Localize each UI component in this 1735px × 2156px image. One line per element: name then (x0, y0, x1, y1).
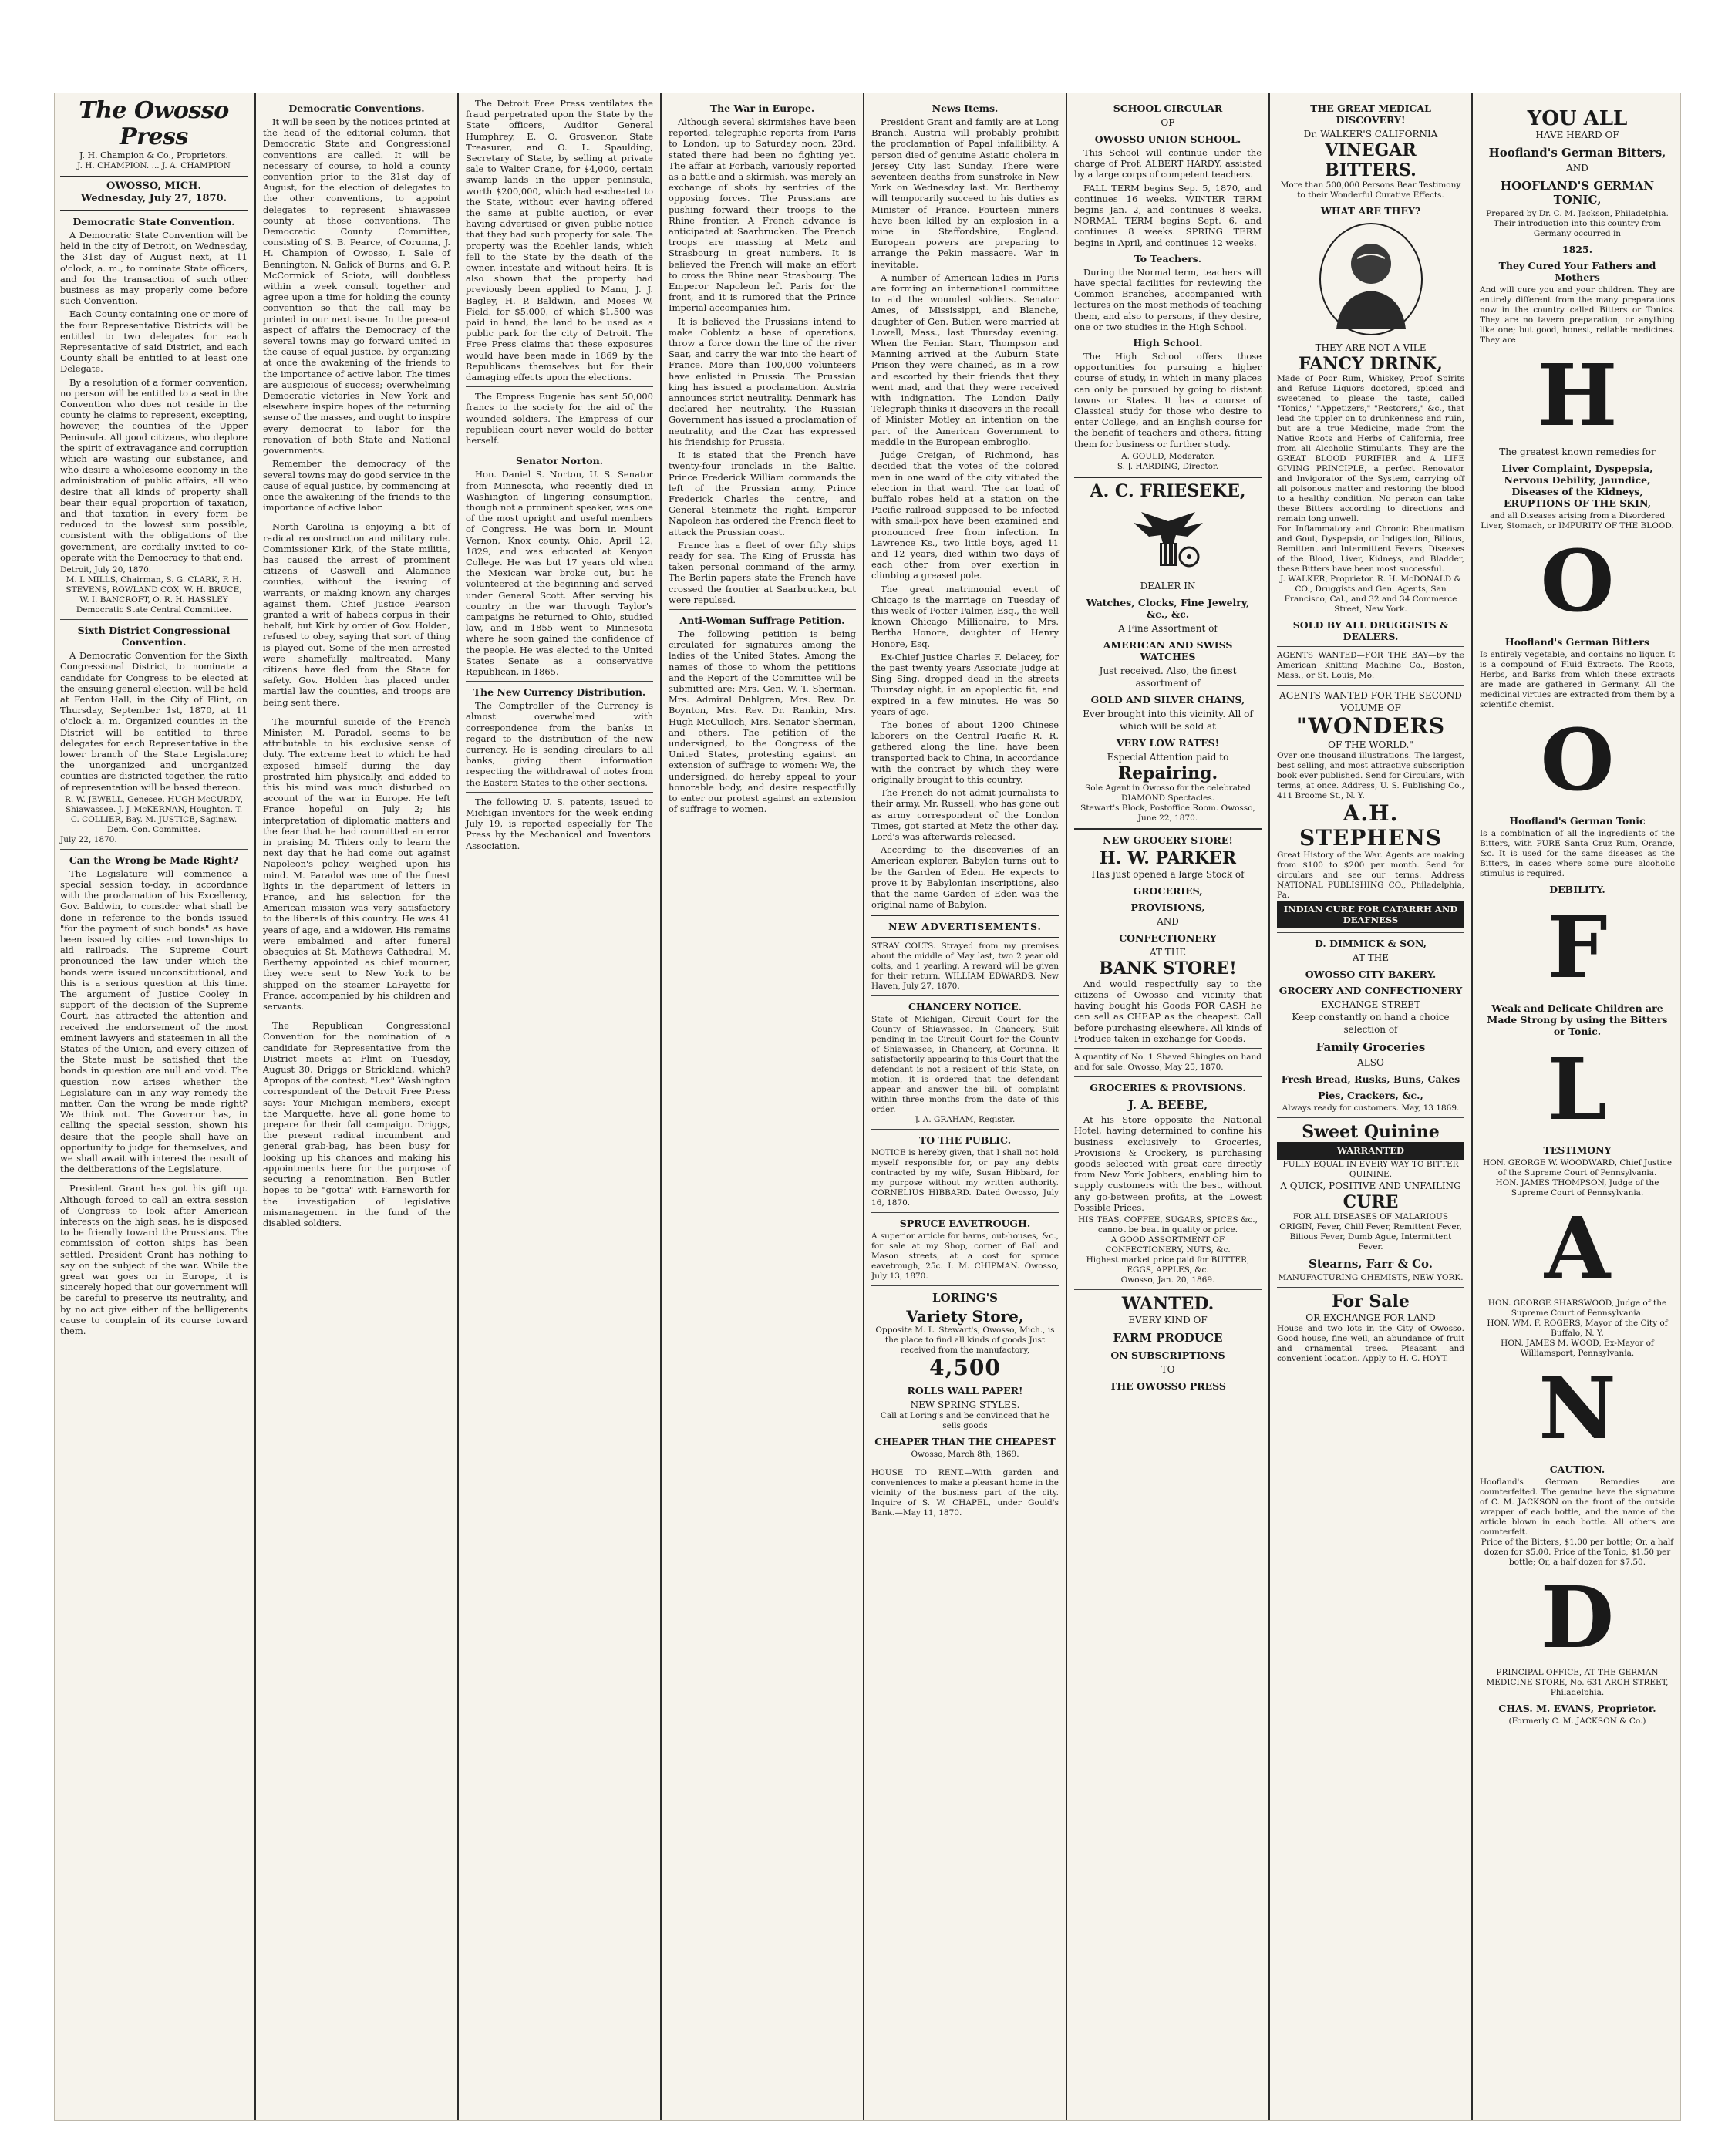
column-rule (1066, 93, 1067, 2120)
ad-hoofland-tonic: HOOFLAND'S GERMAN TONIC, (1500, 179, 1655, 207)
heading-public: TO THE PUBLIC. (918, 1134, 1012, 1147)
heading-teachers: To Teachers. (1134, 252, 1202, 264)
column-8 (1474, 93, 1680, 2120)
ad-grocery-confect: GROCERY AND CONFECTIONERY (1279, 985, 1463, 997)
article-paragraph: It is stated that the French have twenty-four ironclads in the Baltic. Prince Frederick William commands the left of the Prussian army, Prince Frederick Charles the centre, and General Steinmetz the right. Emperor Napoleon has ordered the French fleet to attack the Prussian coast. (669, 450, 856, 537)
heading-democratic-conventions: Democratic Conventions. (288, 103, 425, 114)
ad-lorings-call: Call at Loring's and be convinced that he sells goods (880, 1411, 1050, 1431)
article-paragraph: It will be seen by the notices printed at the head of the editorial column, that Democratic State and Congressional conventions are called. It will be necessary of course, to hold a county convention prior to the 31st day of August, for the election of delegates to the other conventions, to appoint delegates to represent Shiawassee county at those conventions. The Democratic County Committee, consisting of S. B. Pearce, of Corunna, J. H. Champion of Owosso, I. Sale of Bennington, N. Galick of Burns, and G. P. McCormick of Sciota, will doubtless within a week consult together and agree upon a time for holding the county convention so that the call may be printed in our next issue. In the present aspect of affairs the Democracy of the several towns may go forward united in the cause of equal justice, by organizing at once the awakening of the friends to the importance of active labor. The times are auspicious of success; overwhelming Democratic victories in New York and elsewhere inspire hopes of the returning sense of the masses, and ought to inspire every democrat to labor for the renovation of both State and National governments. (263, 116, 450, 456)
ad-to: TO (1161, 1363, 1175, 1375)
ad-at-the: AT THE (1149, 946, 1187, 958)
school-circular-of: OF (1161, 117, 1175, 128)
ad-discovery: THE GREAT MEDICAL DISCOVERY! (1310, 103, 1431, 126)
divider (466, 681, 653, 682)
ad-lorings-cheap: CHEAPER THAN THE CHEAPEST (874, 1436, 1056, 1448)
article-paragraph: North Carolina is enjoying a bit of radical reconstruction and military rule. Commissioner Kirk, of the State militia, has caused the arrest of prominent citizens of Caswell and Alamance counties, without the issuing of warrants, or making known any charges against them. Chief Justice Pearson granted a writ of habeas corpus in their behalf, but Kirk by order of Gov. Holden, refused to obey, saying that sort of thing is played out. Some of the men arrested were shamefully maltreated. Many citizens have fled from the State for safety. Gov. Holden has placed under martial law the counties, and troops are being sent there. (263, 521, 450, 708)
ad-family-groceries: Family Groceries (1316, 1040, 1426, 1055)
ad-bank-store: BANK STORE! (1099, 958, 1237, 979)
ad-testimony-thompson: HON. JAMES THOMPSON, Judge of the Supreme Court of Pennsylvania. (1495, 1178, 1659, 1198)
column-rule (863, 93, 864, 2120)
ad-confectionery: CONFECTIONERY (1119, 931, 1217, 944)
ad-beebe-body: At his Store opposite the National Hotel, having determined to confine his business exclusively to Groceries, Provisions & Crockery, is purchasing goods selected with great care directly from New York Jobbers, enabling him to supply customers with the best, without any go-between profits, at the Lowest Possible Prices. (1074, 1114, 1262, 1213)
ad-fancy-drink: FANCY DRINK, (1299, 354, 1443, 374)
ad-bitters-body: Made of Poor Rum, Whiskey, Proof Spirits and Refuse Liquors doctored, spiced and sweetened to please the taste, called "Tonics," "Appetizers," "Restorers," &c., that lead the tippler on to drunkenness and ruin, but are a true Medicine, made from the Native Roots and Herbs of California, free from all Alcoholic Stimulants. They are the GREAT BLOOD PURIFIER and A LIFE GIVING PRINCIPLE, a perfect Renovator and Invigorator of the System, carrying off all poisonous matter and restoring the blood to a healthy condition. No person can take these Bitters according to directions and remain long unwell. (1277, 374, 1464, 524)
ad-sweet-quinine: Sweet Quinine (1302, 1122, 1440, 1143)
ad-cured-body: And will cure you and your children. They are entirely different from the many preparations now in the country called Bitters or Tonics. They are no tavern preparation, or anything like one; but good, honest, reliable medicines. They are (1480, 285, 1675, 345)
ad-lorings-rolls: ROLLS WALL PAPER! (907, 1385, 1023, 1397)
divider (466, 792, 653, 793)
article-paragraph: This School will continue under the charge of Prof. ALBERT HARDY, assisted by a large corps of competent teachers. (1074, 147, 1262, 180)
ad-farm-produce: FARM PRODUCE (1113, 1330, 1223, 1345)
divider (871, 937, 1059, 938)
article-paragraph: Hon. Daniel S. Norton, U. S. Senator from Minnesota, who recently died in Washington of lingering consumption, though not a prominent speaker, was one of the most upright and useful members of Congress. He was born in Mount Vernon, Knox county, Ohio, April 12, 1829, and was educated at Kenyon College. He was but 17 years old when the Mexican war broke out, but he volunteered at the beginning and served under General Scott. After serving his country in the war through Taylor's campaigns he returned to Ohio, studied law, and in 1855 went to Minnesota where he soon gained the confidence of the people. He was elected to the United States Senate as a conservative Republican, in 1865. (466, 469, 653, 677)
ad-year: 1825. (1562, 244, 1593, 255)
ad-agents: AGENTS WANTED—FOR THE BAY—by the American Knitting Machine Co., Boston, Mass., or St. Louis, Mo. (1277, 651, 1464, 680)
ad-lorings-number: 4,500 (929, 1355, 1001, 1381)
masthead-title: The Owosso Press (79, 97, 229, 150)
ad-stephens-body: Great History of the War. Agents are making from $100 to $200 per month. Send for circulars and see our terms. Address NATIONAL PUBLISHING CO., Philadelphia, Pa. (1277, 851, 1464, 900)
ad-location: Stewart's Block, Postoffice Room. Owosso, June 22, 1870. (1080, 803, 1255, 823)
ad-agents-wanted: AGENTS WANTED FOR THE SECOND VOLUME OF (1279, 690, 1462, 713)
school-circular-title: SCHOOL CIRCULAR (1113, 103, 1223, 114)
ad-fully-equal: FULLY EQUAL IN EVERY WAY TO BITTER QUININE. (1282, 1159, 1459, 1179)
ad-cure: CURE (1343, 1191, 1399, 1212)
ad-confect: A GOOD ASSORTMENT OF CONFECTIONERY, NUTS, &c. (1105, 1235, 1231, 1255)
ad-letter-f: F (1547, 898, 1608, 997)
divider (1074, 1289, 1262, 1290)
ad-formerly: (Formerly C. M. JACKSON & Co.) (1508, 1716, 1646, 1726)
ad-fresh-bread: Fresh Bread, Rusks, Buns, Cakes (1281, 1073, 1460, 1086)
divider (1277, 932, 1464, 933)
portrait-image (1317, 221, 1425, 337)
heading-high-school: High School. (1133, 337, 1203, 349)
ad-letter-n: N (1538, 1359, 1616, 1458)
ad-beebe-name: J. A. BEEBE, (1127, 1098, 1208, 1113)
divider (1074, 1076, 1262, 1077)
masthead-date: Wednesday, July 27, 1870. (80, 193, 227, 204)
heading-chancery: CHANCERY NOTICE. (908, 1001, 1022, 1013)
ad-stephens: A.H. STEPHENS (1299, 800, 1443, 851)
ad-parker-body: And would respectfully say to the citizens of Owosso and vicinity that having bought his Goods FOR CASH he can sell as CHEAP as the cheapest. Call before purchasing elsewhere. All kinds of Produce taken in exchange for Goods. (1074, 978, 1262, 1044)
article-paragraph: Ex-Chief Justice Charles F. Delacey, for the past twenty years Associate Judge at Sing Sing, dropped dead in the streets Thursday night, in an apoplectic fit, and expired in a few minutes. He was 50 years of age. (871, 651, 1059, 717)
heading-news-items: News Items. (932, 103, 999, 114)
article-paragraph: The High School offers those opportunities for pursuing a higher course of study, in which in many places can only be pursued by going to distant towns or States. It has a course of Classical study for those who desire to enter College, and an English course for the benefit of teachers and others, fitting them for business or further study. (1074, 351, 1262, 450)
ad-letter-l: L (1547, 1039, 1608, 1139)
ad-cured: They Cured Your Fathers and Mothers (1498, 260, 1656, 283)
article-paragraph: President Grant and family are at Long Branch. Austria will probably prohibit the proclamation of Papal infallibility. A person died of genuine Asiatic cholera in Jersey City last Sunday. There were seventeen deaths from sunstroke in New York on Wednesday last. Mr. Berthemy will temporarily succeed to his duties as Minister of France. Fourteen miners have been killed by an explosion in a mine in Staffordshire, England. European powers are preparing to arrange the Pekin massacre. War in inevitable. (871, 116, 1059, 270)
ad-testimony-sharswood: HON. GEORGE SHARSWOOD, Judge of the Supreme Court of Pennsylvania. (1487, 1299, 1667, 1318)
divider (1074, 828, 1262, 830)
ad-attention: Especial Attention paid to (1107, 751, 1229, 763)
ad-exchange-st: EXCHANGE STREET (1321, 999, 1420, 1011)
ad-sold-by: SOLD BY ALL DRUGGISTS & DEALERS. (1292, 619, 1449, 642)
ad-warranted: WARRANTED (1277, 1142, 1464, 1159)
article-paragraph: It is believed the Prussians intend to make Coblentz a base of operations, throw a force down the line of the river Saar, and carry the war into the heart of France. More than 100,000 volunteers have enlisted in Prussia. The Prussian king has issued a proclamation. Austria announces strict neutrality. Denmark has declared her neutrality. The Russian Government has issued a proclamation of neutrality, and the Czar has expressed his friendship for Prussia. (669, 315, 856, 447)
article-paragraph: The Empress Eugenie has sent 50,000 francs to the society for the aid of the wounded soldiers. The Empress of our republican court never would do better herself. (466, 391, 653, 446)
ad-prepared: Prepared by Dr. C. M. Jackson, Philadelphia. Their introduction into this country from Germany occurred in (1486, 209, 1669, 238)
ad-indian-cure: INDIAN CURE FOR CATARRH AND DEAFNESS (1277, 901, 1464, 928)
divider (466, 386, 653, 387)
ad-testimony-heading: TESTIMONY (1543, 1144, 1612, 1156)
dateline: Detroit, July 20, 1870. (60, 565, 152, 575)
ad-caution-body: Hoofland's German Remedies are counterfeited. The genuine have the signature of C. M. JACKSON on the front of the outside wrapper of each bottle, and the name of the article blown in each bottle. All others are counterfeit. (1480, 1477, 1675, 1537)
ad-assortment: A Fine Assortment of (1118, 622, 1218, 634)
ad-lorings-date: Owosso, March 8th, 1869. (911, 1450, 1019, 1460)
ad-not-vile: THEY ARE NOT A VILE (1315, 342, 1427, 353)
ad-parker-name: H. W. PARKER (1099, 847, 1237, 868)
ad-letter-d: D (1540, 1568, 1615, 1667)
article-paragraph: FALL TERM begins Sep. 5, 1870, and continues 16 weeks. WINTER TERM begins Jan. 2, and continues 8 weeks. NORMAL TERM begins Sept. 6, and continues 8 weeks. SPRING TERM begins in April, and continues 12 weeks. (1074, 182, 1262, 248)
article-paragraph: The Legislature will commence a special session to-day, in accordance with the proclamation of his Excellency, Gov. Baldwin, to consider what shall be done in reference to the bonds issued "for the payment of such bonds" as have been issued by cities and townships to aid railroads. The Supreme Court pronounced the law under which the bonds were issued unconstitutional, and this is a serious question at this time. The argument of Justice Cooley in support of the decision of the Supreme Court, has attracted the attention and received the endorsement of the most eminent lawyers and statesmen in all the States of the Union, and every citizen of the State must be satisfied that the bonds in question are null and void. The question now arises whether the Legislature can in any way remedy the matter. Can the wrong be made right? We think not. The Governor has, in calling the special session, shown his desire that the people shall have an opportunity to judge for themselves, and we shall await with interest the result of the deliberations of the Legislature. (60, 867, 248, 1175)
ad-wonders: "WONDERS (1295, 713, 1446, 739)
ad-provisions: PROVISIONS, (1130, 901, 1205, 913)
ad-testimony: More than 500,000 Persons Bear Testimony to their Wonderful Curative Effects. (1280, 180, 1461, 200)
ad-what-are-they: WHAT ARE THEY? (1320, 205, 1421, 217)
article-paragraph: Each County containing one or more of the four Representative Districts will be entitled to two delegates for each Representative of said District, and each County shall be entitled to at least one Delegate. (60, 308, 248, 375)
column-4 (663, 93, 861, 2120)
ad-wanted: WANTED. (1121, 1293, 1214, 1314)
ad-repairing: Repairing. (1117, 763, 1218, 783)
ad-owosso-press: THE OWOSSO PRESS (1110, 1380, 1226, 1392)
article-paragraph: The Republican Congressional Convention for the nomination of a candidate for Representative from the District meets at Flint on Tuesday, August 30. Driggs or Strickland, which? Apropos of the contest, "Lex" Washington correspondent of the Detroit Free Press says: Your Michigan members, except the Marquette, have all gone home to prepare for their fall campaign. Driggs, the present radical incumbent and general grab-bag, has been busy for looking up his chances and making his appointments here for the purpose of securing a renomination. Ben Butler hopes to be "gotta" with Farnsworth for the investigation of legislative mismanagement in the fund of the disabled soldiers. (263, 1020, 450, 1228)
heading-state-convention: Democratic State Convention. (72, 216, 235, 227)
ad-ever-brought: Ever brought into this vicinity. All of which will be sold at (1083, 708, 1253, 732)
article-paragraph: President Grant has got his gift up. Although forced to call an extra session of Congress to look after American interests on the high seas, he is disposed to be friendly toward the Prussians. The commission of cotton ships has been settled. President Grant has nothing to say on the subject of the war. While the great war goes on in Europe, it is sincerely hoped that our government will be careful to preserve its neutrality, and by no act give either of the belligerents cause to complain of its course toward them. (60, 1183, 248, 1337)
article-paragraph: During the Normal term, teachers will have special facilities for reviewing the Common Branches, accompanied with lectures on the most methods of teaching them, and also to persons, if they desire, one or two studies in the High School. (1074, 266, 1262, 332)
masthead-place: OWOSSO, MICH. (106, 180, 201, 192)
ad-and: AND (1566, 163, 1588, 173)
ad-and: AND (1157, 915, 1179, 927)
ad-wonders-body: Over one thousand illustrations. The largest, best selling, and most attractive subscription book ever published. Send for Circulars, with terms, at once. Address, U. S. Publishing Co., 411 Broome St., N. Y. (1277, 751, 1464, 800)
column-7 (1272, 93, 1470, 2120)
column-rule (1268, 93, 1270, 2120)
ad-at-the: AT THE (1352, 952, 1390, 964)
ad-highest-price: Highest market price paid for BUTTER, EGGS, APPLES, &c. (1086, 1255, 1250, 1275)
divider (60, 849, 248, 850)
divider (871, 1129, 1059, 1130)
ad-for-sale: For Sale (1332, 1291, 1410, 1312)
ad-lorings-new: NEW SPRING STYLES. (910, 1400, 1020, 1411)
article-paragraph: France has a fleet of over fifty ships ready for sea. The King of Prussia has taken personal command of the army. The Berlin papers state the French have crossed the frontier at Saarbrucken, but were repulsed. (669, 539, 856, 605)
divider (60, 176, 248, 177)
ad-new-grocery: NEW GROCERY STORE! (1103, 834, 1233, 846)
ad-bitters-desc: Is entirely vegetable, and contains no liquor. It is a compound of Fluid Extracts. The Roots, Herbs, and Barks from which these extracts are made are gathered in Germany. All the medicinal virtues are extracted from them by a scientific chemist. (1480, 650, 1675, 709)
ad-or-exchange: OR EXCHANGE FOR LAND (1305, 1312, 1436, 1323)
ad-keep: Keep constantly on hand a choice selection of (1292, 1012, 1450, 1036)
ad-bitters-body-2: For Inflammatory and Chronic Rheumatism and Gout, Dyspepsia, or Indigestion, Bilious, Remittent and Intermittent Fevers, Diseases of the Blood, Liver, Kidneys, and Bladder, these Bitters have been most successful. (1277, 524, 1464, 574)
divider (1277, 1117, 1464, 1118)
ad-vinegar-bitters: VINEGAR BITTERS. (1325, 140, 1417, 180)
ad-for-sale-body: House and two lots in the City of Owosso. Good house, fine well, an abundance of fruit and ornamental trees. Pleasant and convenient location. Apply to H. C. HOYT. (1277, 1323, 1464, 1363)
heading-congressional-convention: Sixth District Congressional Convention. (77, 625, 231, 648)
article-paragraph: The great matrimonial event of Chicago is the marriage on Tuesday of this week of Potter Palmer, Esq., the well known Chicago Millionaire, to Mrs. Bertha Honore, daughter of Henry Honore, Esq. (871, 583, 1059, 649)
ad-chancery: State of Michigan, Circuit Court for the County of Shiawassee. In Chancery. Suit pending in the Circuit Court for the County of Shiawassee, in Chancery, at Corunna. It satisfactorily appearing to this Court that the defendant is not a resident of this State, on motion, it is ordered that the defendant appear and answer the bill of complaint within three months from the date of this order. (871, 1015, 1059, 1115)
ad-weak-children: Weak and Delicate Children are Made Strong by using the Bitters or Tonic. (1487, 1002, 1668, 1037)
eagle-icon (1126, 506, 1211, 575)
ad-spruce: A superior article for barns, out-houses, &c., for sale at my Shop, corner of Ball and Mason streets, at a cost for spruce eavetrough, 25c. I. M. CHIPMAN. Owosso, July 13, 1870. (871, 1231, 1059, 1282)
ad-dealer-in: DEALER IN (1140, 580, 1196, 591)
divider (60, 1178, 248, 1179)
column-rule (254, 93, 256, 2120)
ad-house-rent: HOUSE TO RENT.—With garden and conveniences to make a pleasant home in the vicinity of the business part of the city. Inquire of S. W. CHAPEL, under Gould's Bank.—May 11, 1870. (871, 1468, 1059, 1518)
ad-groceries-provisions: GROCERIES & PROVISIONS. (1090, 1082, 1246, 1094)
ad-letter-o-2: O (1540, 710, 1615, 810)
ad-american-swiss: AMERICAN AND SWISS WATCHES (1103, 638, 1233, 662)
article-paragraph: The Detroit Free Press ventilates the fraud perpetrated upon the State by the State officers, Auditor General Humphrey, E. O. Grosvenor, State Treasurer, and O. L. Spaulding, Secretary of State, by selling at private sale to Walter Crane, for $4,000, certain swamp lands in the upper peninsula, worth $200,000, which had escheated to the State, without ever having offered the same at public auction, or ever having advertised or given public notice that they had such property for sale. The property was the Roehler lands, which fell to the State by the death of the owner, intestate and without heirs. It is also shown that the property had previously been applied to Mann, J. J. Bagley, H. P. Baldwin, and Moses W. Field, for $5,000, of which $1,500 was paid in hand, the land to be used as a public park for the city of Detroit. The Free Press claims that these exposures would have been made in 1869 by the Republicans themselves but for their damaging effects upon the elections. (466, 98, 653, 383)
ad-of-world: OF THE WORLD." (1328, 739, 1413, 750)
article-paragraph: Remember the democracy of the several towns may do good service in the cause of equal justice, by commencing at once the awakening of the friends to the importance of active labor. (263, 458, 450, 514)
ad-testimony-woodward: HON. GEORGE W. WOODWARD, Chief Justice of the Supreme Court of Pennsylvania. (1482, 1158, 1673, 1177)
column-rule (457, 93, 459, 2120)
ad-just-received: Just received. Also, the finest assortment of (1099, 665, 1237, 689)
committee-names: R. W. JEWELL, Genesee. HUGH McCURDY, Shiawassee. J. J. McKERNAN, Houghton. T. C. COLLIER, Bay. M. JUSTICE, Saginaw. Dem. Con. Committee. (65, 794, 243, 834)
ad-stearns: Stearns, Farr & Co. (1309, 1256, 1433, 1271)
ad-impurity: and all Diseases arising from a Disordered Liver, Stomach, or IMPURITY OF THE BLOOD. (1481, 511, 1674, 531)
heading-wrong-right: Can the Wrong be Made Right? (69, 854, 239, 866)
ad-bitters-heading: Hoofland's German Bitters (1504, 636, 1650, 648)
column-5 (866, 93, 1064, 2120)
ad-also: ALSO (1357, 1057, 1384, 1069)
article-paragraph: The Comptroller of the Currency is almost overwhelmed with correspondence from the banks in regard to the distribution of the new currency. He is sending circulars to all banks, giving them information respecting the withdrawal of notes from the Eastern States to the other sections. (466, 700, 653, 788)
ad-spectacles: Sole Agent in Owosso for the celebrated DIAMOND Spectacles. (1085, 783, 1251, 803)
article-paragraph: By a resolution of a former convention, no person will be entitled to a seat in the Convention who does not reside in the county he claims to represent, excepting, however, the counties of the Upper Peninsula. All good citizens, who deplore the spirit of extravagance and corruption which are wasting our substance, and who desire a wholesome economy in the administration of public affairs, all who desire that all kinds of property shall bear their equal proportion of taxation, and that taxation in every form be reduced to the lowest sum possible, consistent with the obligations of the government, are cordially invited to co-operate with the Democracy to that end. (60, 376, 248, 563)
ad-proprietor: J. WALKER, Proprietor. R. H. McDONALD & CO., Druggists and Gen. Agents, San Francisco, Cal., and 32 and 34 Commerce Street, New York. (1280, 574, 1461, 614)
article-paragraph: The following U. S. patents, issued to Michigan inventors for the week ending July 19, is reported especially for The Press by the Mechanical and Inventors' Association. (466, 796, 653, 851)
divider (60, 210, 248, 211)
ad-every-kind: EVERY KIND OF (1128, 1314, 1208, 1326)
ad-testimony-wood: HON. JAMES M. WOOD, Ex-Mayor of Williamsport, Pennsylvania. (1501, 1339, 1654, 1358)
school-name: OWOSSO UNION SCHOOL. (1094, 133, 1241, 145)
ad-opened: Has just opened a large Stock of (1091, 868, 1245, 880)
ad-letter-h: H (1537, 345, 1618, 445)
ad-beebe-date: Owosso, Jan. 20, 1869. (1120, 1275, 1215, 1285)
ad-letter-o: O (1540, 531, 1615, 631)
ad-walker: Dr. WALKER'S CALIFORNIA (1303, 129, 1438, 140)
column-3 (460, 93, 659, 2120)
column-rule (660, 93, 662, 2120)
ad-remedies: The greatest known remedies for (1499, 446, 1656, 457)
ad-caution: CAUTION. (1549, 1464, 1605, 1475)
divider (669, 609, 856, 610)
ad-lorings-store: Variety Store, (906, 1307, 1024, 1326)
ad-evans: CHAS. M. EVANS, Proprietor. (1498, 1703, 1656, 1714)
ad-pies: Pies, Crackers, &c., (1318, 1090, 1423, 1102)
article-paragraph: The mournful suicide of the French Minister, M. Paradol, seems to be attributable to his exclusive sense of duty. The extreme heat to which he had exposed himself during the day prostrated him physically, and added to this his mind was much disturbed on account of the war in Europe. He left France hopeful on July 2; his interpretation of diplomatic matters and the fear that he had committed an error in praising M. Thiers only to learn the next day that he had come out against Napoleon's policy, weighed upon his mind. M. Paradol was one of the finest lights in the department of letters in France, and his selection for the American mission was very satisfactory to the liberals of this country. He was 41 years of age, and a widower. His remains were embalmed and after funeral obsequies at St. Mathews Cathedral, M. Berthemy appointed as chief mourner, they were sent to New York to be shipped on the steamer LaFayette for France, accompanied by his children and servants. (263, 716, 450, 1012)
divider (871, 995, 1059, 996)
ad-public-notice: NOTICE is hereby given, that I shall not hold myself responsible for, or pay any debts contracted by my wife, Susan Hibbard, for my purpose without my written authority. CORNELIUS HIBBARD. Dated Owosso, July 16, 1870. (871, 1148, 1059, 1208)
divider (871, 1212, 1059, 1213)
ad-low-rates: VERY LOW RATES! (1116, 736, 1220, 749)
ad-lorings-title: LORING'S (932, 1291, 999, 1305)
divider (1074, 1048, 1262, 1049)
article-paragraph: Judge Creigan, of Richmond, has decided that the votes of the colored men in one ward of the city vitiated the election in that ward. The car load of buffalo robes held at a station on the Pacific railroad supposed to be infected with small-pox have been examined and pronounced free from infection. In Lawrence Ks., two little boys, aged 11 and 12 years, died within two days of each other from over exertion in climbing a greased pole. (871, 450, 1059, 581)
newspaper-page (54, 93, 1681, 2121)
heading-spruce: SPRUCE EAVETROUGH. (899, 1218, 1031, 1230)
article-paragraph: A Democratic Convention for the Sixth Congressional District, to nominate a candidate for Congress to be elected at the ensuing general election, will be held at Fenton Hall, in the City of Flint, on Thursday, September 1st, 1870, at 11 o'clock a. m. Organized counties in the District will be entitled to three delegates for each Representative in the lower branch of the State Legislature; the unorganized and unorganized counties are districted together, the ratio of representation will be based thereon. (60, 650, 248, 793)
signature: S. J. HARDING, Director. (1117, 461, 1219, 471)
heading-anti-suffrage: Anti-Woman Suffrage Petition. (679, 614, 845, 626)
divider (871, 915, 1059, 916)
ad-tonic-heading: Hoofland's German Tonic (1509, 815, 1646, 827)
divider (60, 619, 248, 620)
ad-bakery: OWOSSO CITY BAKERY. (1305, 969, 1437, 981)
ad-stray-colts: STRAY COLTS. Strayed from my premises about the middle of May last, two 2 year old colts, and 1 yearling. A reward will be given for their return. WILLIAM EDWARDS. New Haven, July 27, 1870. (871, 942, 1059, 992)
ad-subscriptions: ON SUBSCRIPTIONS (1110, 1349, 1225, 1361)
ad-you-all: YOU ALL (1527, 107, 1628, 130)
ad-chemists: MANUFACTURING CHEMISTS, NEW YORK. (1278, 1272, 1464, 1282)
ad-groceries: GROCERIES, (1133, 884, 1203, 897)
signature: A. GOULD, Moderator. (1121, 451, 1214, 461)
heading-new-ads: NEW ADVERTISEMENTS. (888, 921, 1042, 933)
ad-debility: DEBILITY. (1549, 884, 1605, 895)
ad-watches: Watches, Clocks, Fine Jewelry, &c., &c. (1086, 596, 1250, 620)
ad-shingles: A quantity of No. 1 Shaved Shingles on hand and for sale. Owosso, May 25, 1870. (1074, 1053, 1262, 1073)
divider (1277, 685, 1464, 686)
ad-principal-office: PRINCIPAL OFFICE, AT THE GERMAN MEDICINE STORE, No. 631 ARCH STREET, Philadelphia. (1486, 1668, 1669, 1697)
divider (1074, 477, 1262, 478)
article-paragraph: A Democratic State Convention will be held in the city of Detroit, on Wednesday, the 31st day of August next, at 11 o'clock, a. m., to nominate State officers, and for the transaction of such other business as may properly come before such Convention. (60, 230, 248, 307)
article-paragraph: The French do not admit journalists to their army. Mr. Russell, who has gone out as army correspondent of the London Times, got started at Metz the other day. Lord's was afterwards released. (871, 787, 1059, 842)
ad-frieseke-name: A. C. FRIESEKE, (1090, 480, 1246, 501)
ad-dimmick: D. DIMMICK & SON, (1314, 938, 1427, 950)
heading-senator-norton: Senator Norton. (515, 455, 604, 467)
article-paragraph: The following petition is being circulated for signatures among the ladies of the United States. Among the names of those to whom the petitions and the Report of the Committee will be submitted are: Mrs. Gen. W. T. Sherman, Mrs. Admiral Dahlgren, Mrs. Rev. Dr. Boynton, Mrs. Rev. Dr. Rankin, Mrs. Hugh McCulloch, Mrs. Senator Sherman, and others. The petition of the undersigned, to the Congress of the United States, protesting against an extension of suffrage to women: We, the undersigned, do hereby appeal to your honorable body, and desire respectfully to enter our protest against an extension of suffrage to women. (669, 628, 856, 815)
ad-quick-cure: A QUICK, POSITIVE AND UNFAILING (1280, 1180, 1461, 1191)
column-rule (1471, 93, 1473, 2120)
ad-chains: GOLD AND SILVER CHAINS, (1090, 693, 1245, 706)
ad-testimony-rogers: HON. WM. F. ROGERS, Mayor of the City of Buffalo, N. Y. (1487, 1319, 1668, 1338)
ad-hoofland-bitters: Hoofland's German Bitters, (1488, 146, 1666, 160)
ad-price: Price of the Bitters, $1.00 per bottle; Or, a half dozen for $5.00. Price of the Tonic, $1.50 per bottle; Or, a half dozen for $7.50. (1481, 1538, 1674, 1567)
column-6 (1069, 93, 1267, 2120)
masthead-publisher: J. H. Champion & Co., Proprietors. (79, 150, 229, 160)
ad-signature: J. A. GRAHAM, Register. (915, 1115, 1016, 1125)
divider (1277, 646, 1464, 647)
heading-war-europe: The War in Europe. (709, 103, 815, 114)
column-1 (55, 93, 253, 2120)
article-paragraph: Although several skirmishes have been reported, telegraphic reports from Paris to London, up to Saturday noon, 23rd, stated there had been no fighting yet. The affair at Forbach, variously reported as a battle and a skirmish, was merely an exchange of shots by sentries of the opposing forces. The Prussians are pushing forward their troops to the Rhine frontier. A French advance is anticipated at Saarbrucken. The French troops are massing at Metz and Strasbourg in great numbers. It is believed the French will make an effort to cross the Rhine near Strasbourg. The Emperor Napoleon left Paris for the front, and it is rumored that the Prince Imperial accompanies him. (669, 116, 856, 314)
ad-always-ready: Always ready for customers. May, 13 1869. (1282, 1103, 1460, 1113)
ad-liver: Liver Complaint, Dyspepsia, Nervous Debility, Jaundice, Diseases of the Kidneys, ERUPTIONS OF THE SKIN, (1501, 463, 1653, 509)
ad-malarious: FOR ALL DISEASES OF MALARIOUS ORIGIN, Fever, Chill Fever, Remittent Fever, Bilious Fever, Dumb Ague, Intermittent Fever. (1279, 1211, 1462, 1251)
divider (1277, 1287, 1464, 1288)
ad-letter-a: A (1544, 1198, 1611, 1298)
committee-role: Democratic State Central Committee. (76, 605, 232, 615)
ad-have-heard: HAVE HEARD OF (1535, 130, 1619, 140)
article-paragraph: The bones of about 1200 Chinese laborers on the Central Pacific R. R. gathered along the line, have been transported back to China, in accordance with the contract by which they were originally brought to this country. (871, 719, 1059, 785)
dateline: July 22, 1870. (60, 834, 117, 844)
divider (871, 1285, 1059, 1286)
article-paragraph: A number of American ladies in Paris are forming an international committee to aid the wounded soldiers. Senator Ames, of Mississippi, and Blanche, daughter of Gen. Butler, were married at Lowell, Mass., last Thursday evening. When the Fenian Starr, Thompson and Manning arrived at the Auburn State Prison they were chained, as in a row and escorted by their friends that they went mad, and that they were received with indignation. The London Daily Telegraph thinks it discovers in the recall of Minister Motley an intention on the part of the American Government to meddle in the European embroglio. (871, 271, 1059, 447)
masthead-editor: J. H. CHAMPION. ... J. A. CHAMPION (77, 161, 231, 170)
article-paragraph: According to the discoveries of an American explorer, Babylon turns out to be the Garden of Eden. He expects to prove it by Babylonian inscriptions, also that the name Garden of Eden was the original name of Babylon. (871, 844, 1059, 911)
column-2 (258, 93, 456, 2120)
ad-tonic-desc: Is a combination of all the ingredients of the Bitters, with PURE Santa Cruz Rum, Orange, &c. It is used for the same diseases as the Bitters, in cases where some pure alcoholic stimulus is required. (1480, 829, 1675, 878)
committee-names: M. I. MILLS, Chairman, S. G. CLARK, F. H. STEVENS, ROWLAND COX, W. H. BRUCE, W. I. BANCROFT, O. R. H. HASSLEY (66, 575, 242, 605)
heading-currency: The New Currency Distribution. (473, 686, 646, 699)
ad-lorings-sub: Opposite M. L. Stewart's, Owosso, Mich., is the place to find all kinds of goods Just received from the manufactory, (875, 1326, 1055, 1356)
ad-teas: HIS TEAS, COFFEE, SUGARS, SPICES &c., cannot be beat in quality or price. (1078, 1214, 1258, 1235)
